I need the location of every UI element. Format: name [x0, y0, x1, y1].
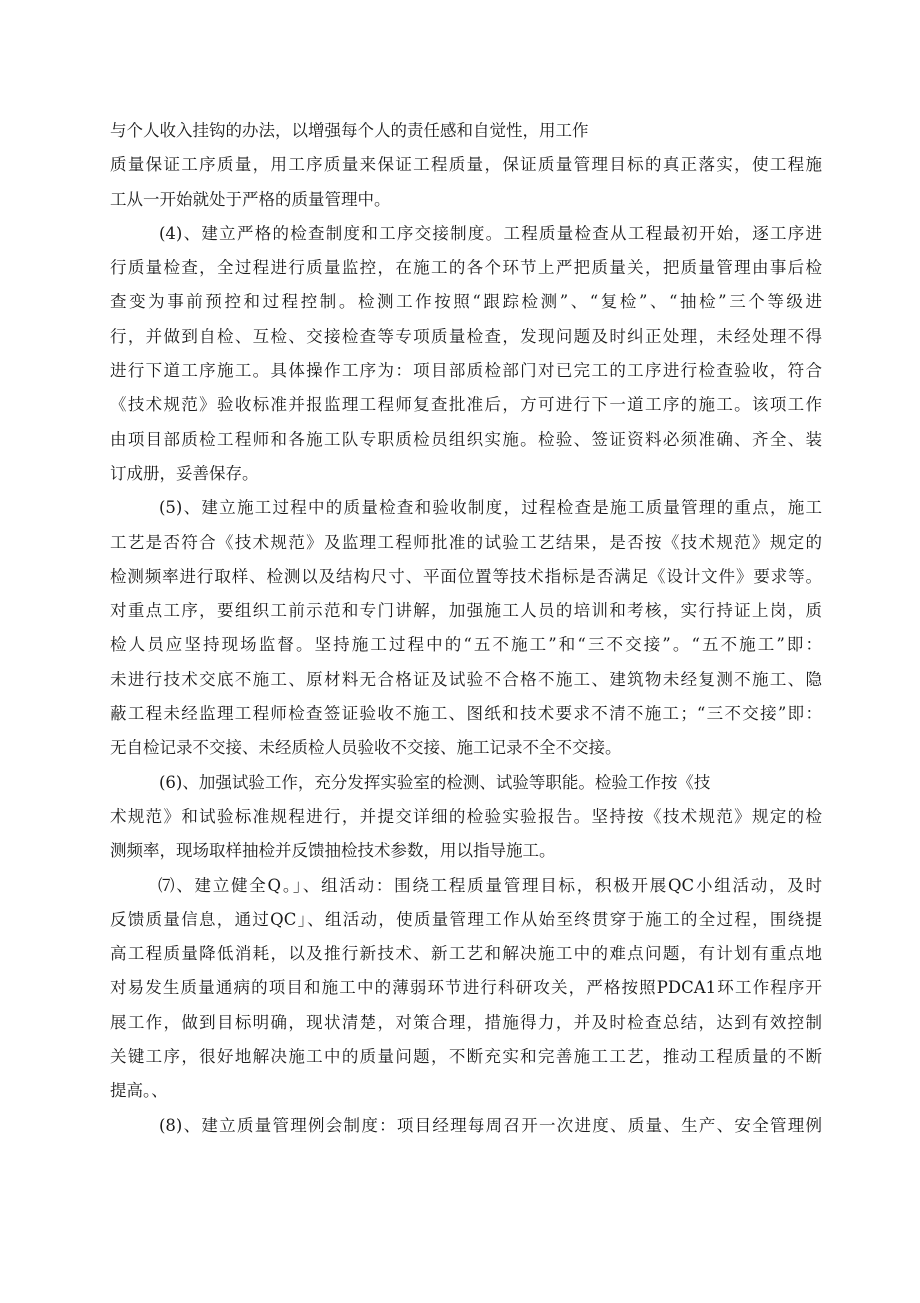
- text-line: 未进行技术交底不施工、原材料无合格证及试验不合格不施工、建筑物未经复测不施工、隐: [110, 669, 822, 689]
- text-line: 检测频率进行取样、检测以及结构尺寸、平面位置等技术指标是否满足《设计文件》要求等。: [110, 566, 822, 586]
- text-line: 蔽工程未经监理工程师检查签证验收不施工、图纸和技术要求不清不施工；“三不交接”即：: [110, 704, 822, 724]
- text-line: 关键工序，很好地解决施工中的质量问题，不断充实和完善施工工艺，推动工程质量的不断: [110, 1047, 822, 1067]
- text-line: 行，并做到自检、互检、交接检查等专项质量检查，发现问题及时纠正处理，未经处理不得: [110, 326, 822, 346]
- text-line: 由项目部质检工程师和各施工队专职质检员组织实施。检验、签证资料必须准确、齐全、装: [110, 429, 822, 449]
- text-line: 对重点工序，要组织工前示范和专门讲解，加强施工人员的培训和考核，实行持证上岗，质: [110, 601, 822, 621]
- text-line: 质量保证工序质量，用工序质量来保证工程质量，保证质量管理目标的真正落实，使工程施: [110, 155, 822, 175]
- paragraph-5-start: (5)、建立施工过程中的质量检查和验收制度，过程检查是施工质量管理的重点，施工: [159, 498, 822, 518]
- text-line: 反馈质量信息，通过QC」、组活动，使质量管理工作从始至终贯穿于施工的全过程，围绕提: [110, 909, 822, 929]
- text-line: 与个人收入挂钩的办法，以增强每个人的责任感和自觉性，用工作: [110, 121, 589, 140]
- text-line: 工艺是否符合《技术规范》及监理工程师批准的试验工艺结果，是否按《技术规范》规定的: [110, 532, 822, 552]
- paragraph-4-start: (4)、建立严格的检查制度和工序交接制度。工程质量检查从工程最初开始，逐工序进: [159, 223, 822, 243]
- paragraph-6-start: (6)、加强试验工作，充分发挥实验室的检测、试验等职能。检验工作按《技: [159, 772, 711, 792]
- text-line: 展工作，做到目标明确，现状清楚，对策合理，措施得力，并及时检查总结，达到有效控制: [110, 1012, 822, 1032]
- text-line: 查变为事前预控和过程控制。检测工作按照“跟踪检测”、“复检”、“抽检”三个等级进: [110, 292, 822, 312]
- text-line: 行质量检查，全过程进行质量监控，在施工的各个环节上严把质量关，把质量管理由事后检: [110, 258, 822, 278]
- text-line: 高工程质量降低消耗，以及推行新技术、新工艺和解决施工中的难点问题，有计划有重点地: [110, 944, 822, 964]
- text-line: 进行下道工序施工。具体操作工序为：项目部质检部门对已完工的工序进行检查验收，符合: [110, 361, 822, 381]
- paragraph-8-start: (8)、建立质量管理例会制度：项目经理每周召开一次进度、质量、生产、安全管理例: [159, 1115, 822, 1135]
- text-line: 提高。、: [110, 1081, 168, 1101]
- text-line: 无自检记录不交接、未经质检人员验收不交接、施工记录不全不交接。: [110, 738, 622, 758]
- text-line: 检人员应坚持现场监督。坚持施工过程中的“五不施工”和“三不交接”。“五不施工”即：: [110, 635, 822, 655]
- paragraph-7-start: ⑺、建立健全Q。」、组活动：围绕工程质量管理目标，积极开展QC小组活动，及时: [158, 875, 822, 895]
- text-line: 对易发生质量通病的项目和施工中的薄弱环节进行科研攻关，严格按照PDCA1环工作程序开: [110, 978, 822, 998]
- text-line: 工从一开始就处于严格的质量管理中。: [110, 189, 391, 209]
- text-line: 术规范》和试验标准规程进行，并提交详细的检验实验报告。坚持按《技术规范》规定的检: [110, 806, 822, 826]
- document-body: [110, 114, 822, 1143]
- text-line: 《技术规范》验收标准并报监理工程师复查批准后，方可进行下一道工序的施工。该项工作: [110, 395, 822, 415]
- text-line: 订成册，妥善保存。: [110, 463, 259, 483]
- text-line: 测频率，现场取样抽检并反馈抽检技术参数，用以指导施工。: [110, 841, 556, 861]
